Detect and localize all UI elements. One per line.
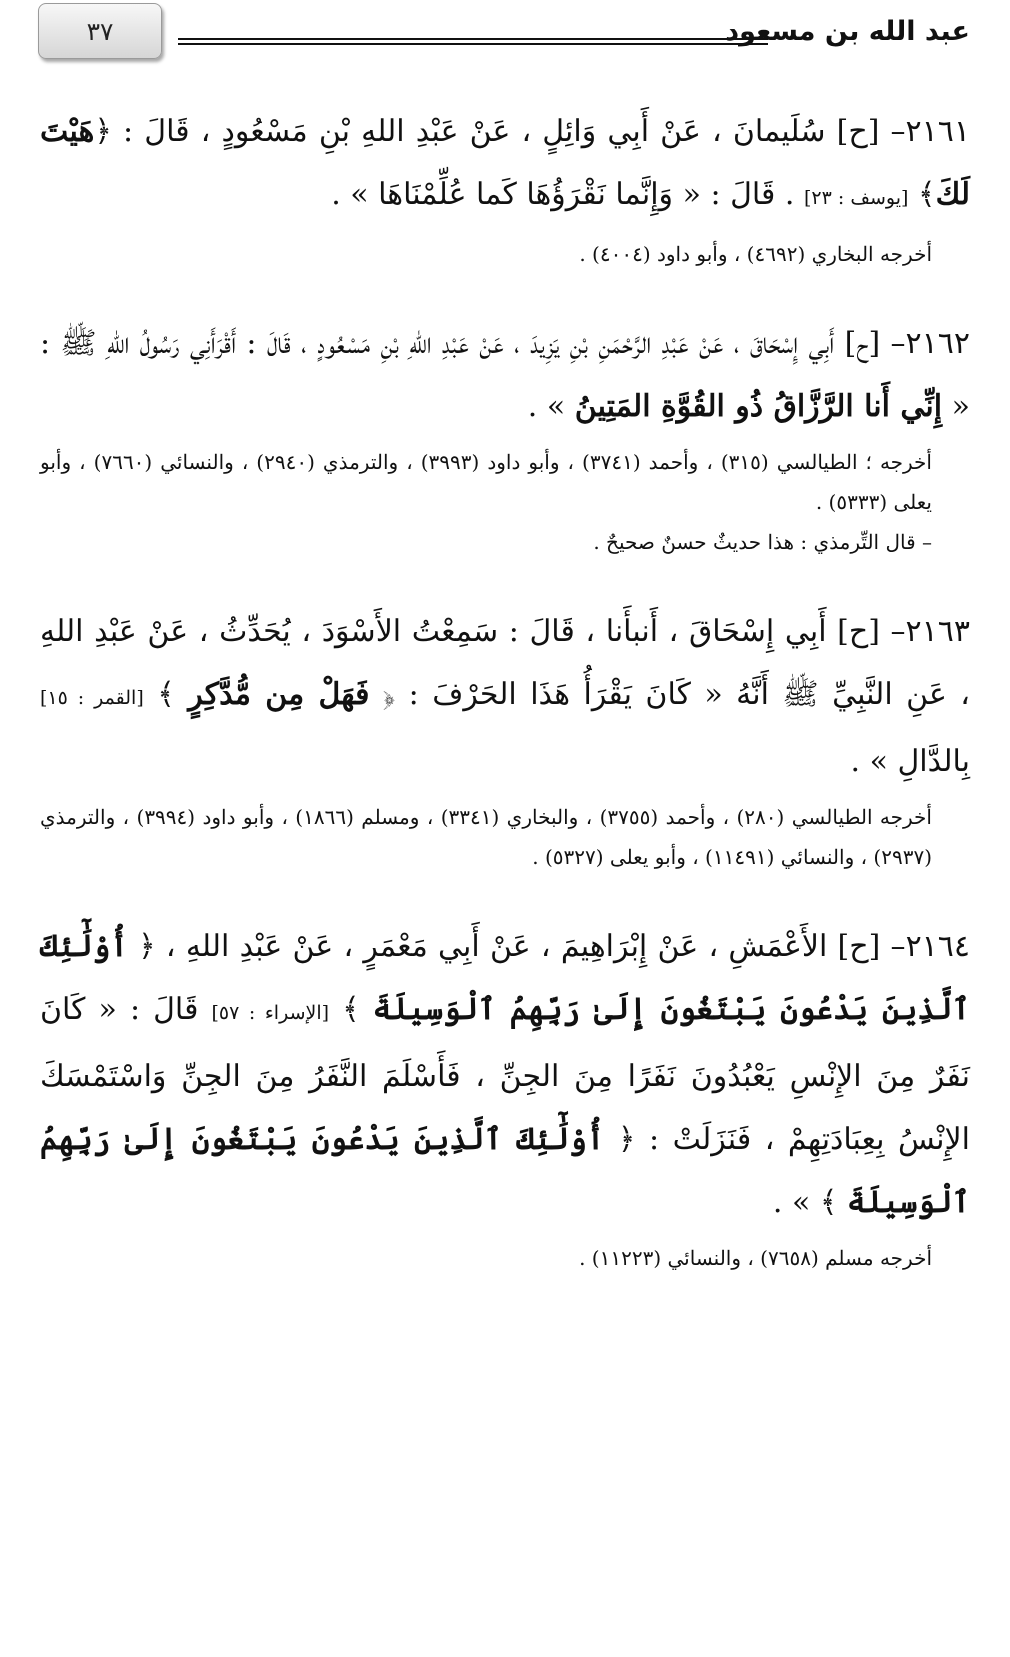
hadith-text bbox=[40, 915, 970, 1234]
running-title: عبد الله بن مسعود bbox=[725, 16, 970, 47]
quran-verse: فَهَلْ مِن مُّدَّكِرٍ bbox=[188, 677, 370, 712]
quran-close: ﴾ bbox=[329, 992, 373, 1027]
hadith-number: ٢١٦٣ bbox=[905, 614, 970, 649]
quran-reference: [القمر : ١٥] bbox=[40, 687, 144, 709]
takhrij-note: أخرجه مسلم (٧٦٥٨) ، والنسائي (١١٢٢٣) . bbox=[579, 1246, 932, 1270]
hadith-body-end: . قَالَ : « وَإِنَّما نَقْرَؤُهَا كَما عُلِّمْنَاهَا » . bbox=[331, 177, 804, 212]
quran-close: ﴾ bbox=[143, 677, 189, 712]
hadith-entry bbox=[40, 600, 970, 877]
hadith-body-end: » . bbox=[527, 389, 575, 424]
hadith-marker: – [ح] bbox=[836, 114, 906, 149]
hadith-body-end: ﴾ » . bbox=[772, 1185, 847, 1220]
quran-verse: أُوْلَٰٓئِكَ ٱلَّذِينَ يَدْعُونَ يَبْتَغُونَ إِلَىٰ رَبِّهِمُ ٱلْوَسِيلَةَ bbox=[40, 929, 971, 1027]
quran-close: ﴾ bbox=[908, 177, 936, 212]
hadith-marker: – [ح] bbox=[837, 614, 906, 649]
hadith-text bbox=[40, 312, 970, 438]
hadith-body: أَبِي إِسْحَاقَ ، عَنْ عَبْدِ الرَّحْمَنِ بْنِ يَزِيدَ ، عَنْ عَبْدِ اللهِ بْنِ مَسْعُودٍ ، قَالَ : أَقْرَأَنِي رَسُولُ اللهِ ﷺ : « bbox=[40, 326, 970, 424]
hadith-text bbox=[40, 100, 970, 230]
page-number: ٣٧ bbox=[86, 16, 114, 46]
quran-verse: هَيْتَ لَكَ bbox=[40, 114, 970, 212]
takhrij-note: أخرجه الطيالسي (٢٨٠) ، وأحمد (٣٧٥٥) ، والبخاري (٣٣٤١) ، ومسلم (١٨٦٦) ، وأبو داود (٣٩٩٤) ، والترمذي (٢٩٣٧) ، والنسائي (١١٤٩١) ، وأبو يعلى (٥٣٢٧) . bbox=[40, 805, 932, 869]
hadith-entry bbox=[40, 312, 970, 562]
quran-reference: [الإسراء : ٥٧] bbox=[211, 1002, 330, 1024]
hadith-number: ٢١٦١ bbox=[905, 114, 970, 149]
hadith-body-end: بِالدَّالِ » . bbox=[850, 744, 970, 779]
quran-reference: [يوسف : ٢٣] bbox=[804, 187, 909, 209]
takhrij-note: أخرجه ؛ الطيالسي (٣١٥) ، وأحمد (٣٧٤١) ، وأبو داود (٣٩٩٣) ، والترمذي (٢٩٤٠) ، والنسائي (٧٦٦٠) ، وأبو يعلى (٥٣٣٣) . bbox=[40, 450, 932, 514]
hadith-entry bbox=[40, 100, 970, 274]
page-number-tab bbox=[38, 3, 162, 59]
hadith-number: ٢١٦٤ bbox=[905, 929, 971, 964]
takhrij-note: أخرجه البخاري (٤٦٩٢) ، وأبو داود (٤٠٠٤) . bbox=[579, 242, 932, 266]
hadith-entry bbox=[40, 915, 970, 1278]
page-header bbox=[0, 0, 1010, 70]
hadith-body: الأَعْمَشِ ، عَنْ إِبْرَاهِيمَ ، عَنْ أَبِي مَعْمَرٍ ، عَنْ عَبْدِ اللهِ ، ﴿ bbox=[127, 929, 838, 964]
hadith-body-middle: قَالَ : « كَانَ نَفَرٌ مِنَ الإِنْسِ يَعْبُدُونَ نَفَرًا مِنَ الجِنِّ ، فَأَسْلَمَ النَّفَرُ مِنَ الجِنِّ وَاسْتَمْسَكَ الإِنْسُ بِعِبَادَتِهِمْ ، فَنَزَلَتْ : ﴿ bbox=[40, 992, 970, 1157]
hadith-text bbox=[40, 600, 970, 793]
page-content bbox=[40, 100, 970, 1316]
quran-verse-repeat: أُوْلَٰٓئِكَ ٱلَّذِينَ يَدْعُونَ يَبْتَغُونَ إِلَىٰ رَبِّهِمُ ٱلْوَسِيلَةَ bbox=[40, 1122, 970, 1220]
hadith-number: ٢١٦٢ bbox=[905, 326, 970, 361]
hadith-marker: – [ح] bbox=[844, 326, 906, 361]
quoted-recitation: إِنِّي أَنا الرَّزَّاقُ ذُو القُوَّةِ المَتِينُ bbox=[574, 389, 943, 424]
hadith-marker: – [ح] bbox=[837, 929, 906, 964]
hadith-body: سُلَيمانَ ، عَنْ أَبِي وَائِلٍ ، عَنْ عَبْدِ اللهِ بْنِ مَسْعُودٍ ، قَالَ : ﴿ bbox=[94, 114, 837, 149]
hadith-body: أَبِي إِسْحَاقَ ، أَنبأَنا ، قَالَ : سَمِعْتُ الأَسْوَدَ ، يُحَدِّثُ ، عَنْ عَبْدِ اللهِ ، عَنِ النَّبِيِّ ﷺ أَنَّهُ « كَانَ يَقْرَأُ هَذَا الحَرْفَ : ﴿ bbox=[40, 614, 970, 712]
tirmidhi-grading-note: – قال التِّرمذي : هذا حديثٌ حسنٌ صحيحٌ . bbox=[593, 530, 932, 554]
header-rule bbox=[178, 38, 768, 45]
